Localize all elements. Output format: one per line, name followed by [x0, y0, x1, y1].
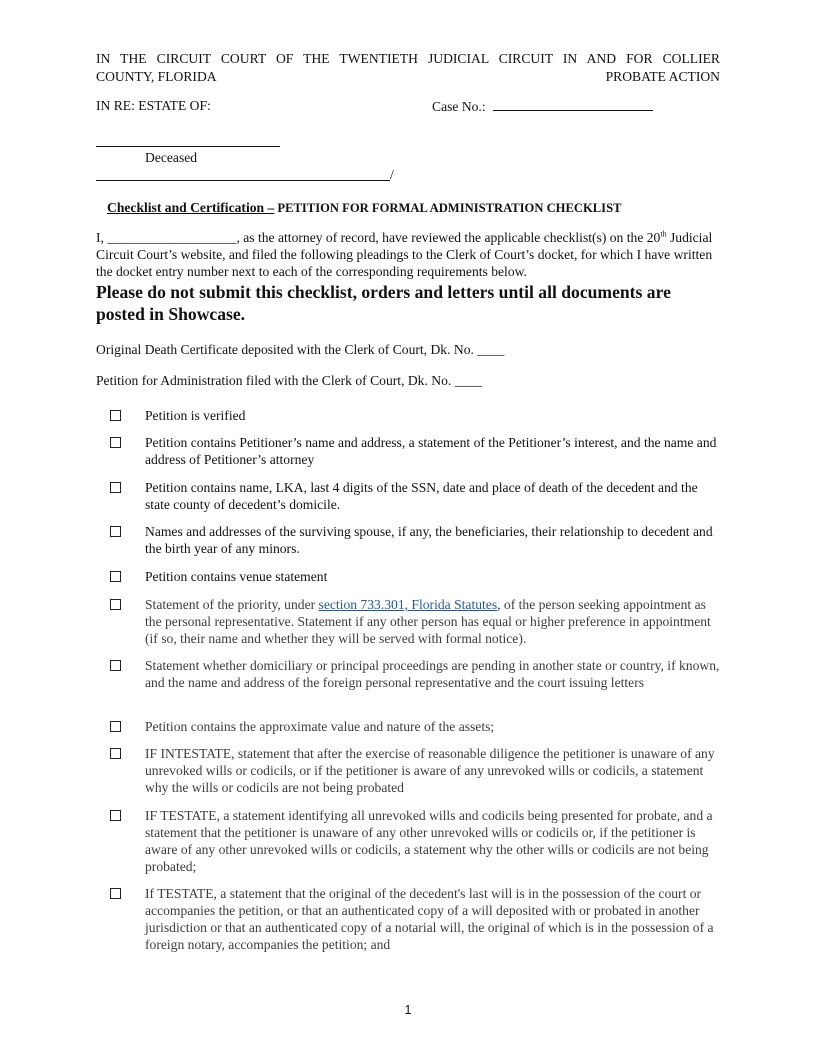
decedent-name-blank[interactable]	[96, 146, 280, 147]
checklist-item-text: Statement whether domiciliary or principal proceedings are pending in another state or country, if known, and the name and address of the foreign personal representative and the court issuing letters	[145, 658, 720, 690]
death-certificate-line: Original Death Certificate deposited with the Clerk of Court, Dk. No. ____	[96, 342, 505, 357]
checkbox[interactable]	[110, 482, 121, 493]
checkbox[interactable]	[110, 888, 121, 899]
estate-of-label: IN RE: ESTATE OF:	[96, 98, 211, 113]
priority-text-pre: Statement of the priority, under	[145, 597, 319, 612]
checkbox[interactable]	[110, 571, 121, 582]
case-number-label: Case No.:	[432, 99, 486, 114]
checkbox[interactable]	[110, 660, 121, 671]
petition-filed-line: Petition for Administration filed with the Clerk of Court, Dk. No. ____	[96, 373, 482, 388]
checkbox[interactable]	[110, 437, 121, 448]
checklist-item-text: If TESTATE, a statement that the original of the decedent's last will is in the possession of the court or accompanies the petition, or that an authenticated copy of a will deposited with or probated in another jurisdiction or that an authenticated copy of a notarial will, the original of which is in the possession of a foreign notary, accompanies the petition; and	[145, 886, 714, 952]
priority-text-post: , of the person seeking appointment as the personal representative. Statement if any other person has equal or higher preference in appointment (if so, their name and whether they will be served with formal notice).	[145, 597, 711, 646]
checklist-item-text: Petition contains Petitioner’s name and address, a statement of the Petitioner’s interest, and the name and address of Petitioner’s attorney	[145, 435, 717, 467]
court-header-county: COUNTY, FLORIDA	[96, 69, 217, 84]
submission-notice: Please do not submit this checklist, orders and letters until all documents are posted in Showcase.	[96, 282, 671, 324]
checklist-item-text: Petition contains the approximate value and nature of the assets;	[145, 719, 495, 734]
caption-slash: /	[390, 167, 394, 182]
court-header-action: PROBATE ACTION	[605, 69, 720, 84]
checkbox[interactable]	[110, 721, 121, 732]
page-number: 1	[404, 1003, 412, 1017]
checklist-item-text: IF TESTATE, a statement identifying all unrevoked wills and codicils being presented for probate, and a statement that the petitioner is unaware of any other unrevoked wills or codicils or, if the petitioner is aware of any other unrevoked wills or codicils, a statement why the other wills or codicils are not being probated;	[145, 808, 713, 874]
checklist-item-text	[145, 596, 723, 647]
checklist-title	[107, 200, 621, 216]
intro-superscript: th	[660, 229, 667, 239]
case-number	[432, 97, 653, 115]
case-number-blank[interactable]	[493, 97, 653, 111]
intro-text-2: , as the attorney of record, have reviewed the applicable checklist(s) on the 20	[236, 230, 661, 245]
checkbox[interactable]	[110, 599, 121, 610]
checkbox[interactable]	[110, 810, 121, 821]
checklist-item-text: Names and addresses of the surviving spouse, if any, the beneficiaries, their relationship to decedent and the birth year of any minors.	[145, 524, 713, 556]
checkbox[interactable]	[110, 748, 121, 759]
intro-text-1: I,	[96, 230, 108, 245]
checklist-item-text: IF INTESTATE, statement that after the exercise of reasonable diligence the petitioner is unaware of any unrevoked wills or codicils, or if the petitioner is aware of any unrevoked wills or codicils, a statement why the wills or codicils are not being probated	[145, 746, 715, 795]
checkbox[interactable]	[110, 410, 121, 421]
certification-paragraph	[96, 229, 720, 280]
florida-statutes-link[interactable]: section 733.301, Florida Statutes	[318, 597, 498, 612]
court-header-line-2	[96, 68, 720, 85]
checkbox[interactable]	[110, 526, 121, 537]
checklist-item-text: Petition is verified	[145, 408, 246, 423]
caption-closing-line	[96, 180, 390, 181]
court-header-line-1: IN THE CIRCUIT COURT OF THE TWENTIETH JUDICIAL CIRCUIT IN AND FOR COLLIER	[96, 51, 720, 66]
checklist-item-text: Petition contains venue statement	[145, 569, 328, 584]
checklist-title-caps: PETITION FOR FORMAL ADMINISTRATION CHECKLIST	[274, 201, 622, 215]
checklist-title-underlined: Checklist and Certification –	[107, 200, 275, 215]
attorney-name-blank[interactable]: ___________________	[107, 230, 237, 245]
checklist-item-text: Petition contains name, LKA, last 4 digits of the SSN, date and place of death of the decedent and the state county of decedent’s domicile.	[145, 480, 698, 512]
deceased-label: Deceased	[145, 150, 198, 165]
intro-text-3: Judicial Circuit Court’s website, and filed the following pleadings to the Clerk of Court’s docket, for which I have written the docket entry number next to each of the corresponding requirements below.	[96, 230, 713, 279]
